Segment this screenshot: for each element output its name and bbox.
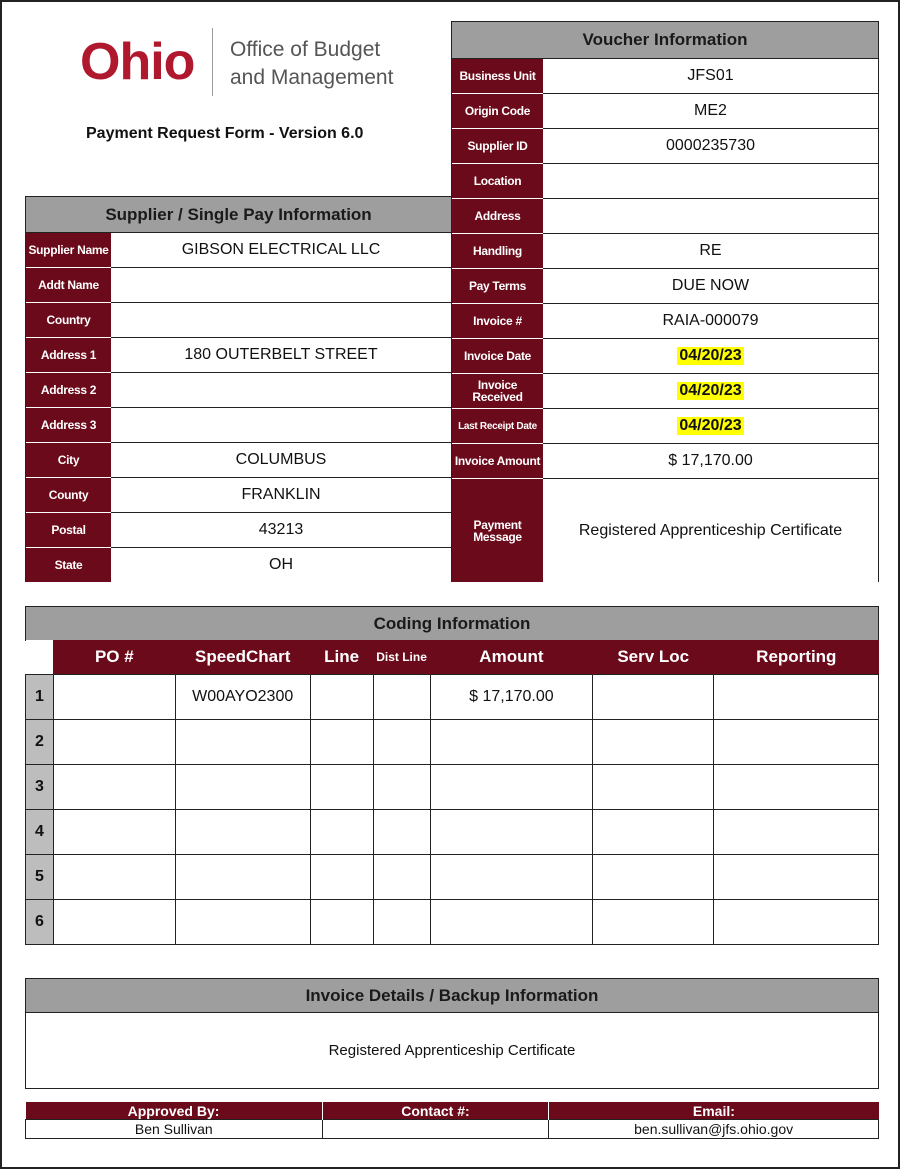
field-invoice-date[interactable] bbox=[543, 339, 879, 374]
voucher-row-payment-message bbox=[452, 479, 879, 582]
field-postal[interactable]: 43213 bbox=[111, 513, 452, 548]
cell-po[interactable] bbox=[53, 675, 175, 720]
agency-name bbox=[230, 36, 393, 92]
col-speedchart: SpeedChart bbox=[175, 640, 310, 675]
supplier-header: Supplier / Single Pay Information bbox=[25, 196, 452, 233]
label-invoice-date: Invoice Date bbox=[452, 339, 543, 374]
cell-line[interactable] bbox=[310, 720, 373, 765]
cell-speedchart[interactable] bbox=[175, 855, 310, 900]
field-business-unit[interactable]: JFS01 bbox=[543, 59, 879, 94]
field-state[interactable]: OH bbox=[111, 548, 452, 582]
field-handling[interactable]: RE bbox=[543, 234, 879, 269]
voucher-row-invoice-date bbox=[452, 339, 879, 374]
cell-po[interactable] bbox=[53, 855, 175, 900]
col-serv-loc: Serv Loc bbox=[593, 640, 714, 675]
label-invoice-amount: Invoice Amount bbox=[452, 444, 543, 479]
col-amount: Amount bbox=[430, 640, 593, 675]
field-address-2[interactable] bbox=[111, 373, 452, 408]
voucher-row-origin-code bbox=[452, 94, 879, 129]
cell-po[interactable] bbox=[53, 720, 175, 765]
label-postal: Postal bbox=[26, 513, 111, 548]
label-handling: Handling bbox=[452, 234, 543, 269]
cell-dist-line[interactable] bbox=[373, 720, 430, 765]
label-business-unit: Business Unit bbox=[452, 59, 543, 94]
field-county[interactable]: FRANKLIN bbox=[111, 478, 452, 513]
row-number: 4 bbox=[26, 810, 54, 855]
row-number: 3 bbox=[26, 765, 54, 810]
field-address[interactable] bbox=[543, 199, 879, 234]
cell-amount[interactable]: $ 17,170.00 bbox=[430, 675, 593, 720]
col-line: Line bbox=[310, 640, 373, 675]
supplier-row-state bbox=[26, 548, 452, 582]
label-city: City bbox=[26, 443, 111, 478]
cell-dist-line[interactable] bbox=[373, 855, 430, 900]
cell-speedchart[interactable]: W00AYO2300 bbox=[175, 675, 310, 720]
label-addt-name: Addt Name bbox=[26, 268, 111, 303]
row-number: 6 bbox=[26, 900, 54, 945]
field-invoice-number[interactable]: RAIA-000079 bbox=[543, 304, 879, 339]
cell-reporting[interactable] bbox=[714, 720, 879, 765]
supplier-row-address-3 bbox=[26, 408, 452, 443]
label-location: Location bbox=[452, 164, 543, 199]
coding-column-headers bbox=[26, 640, 879, 675]
cell-serv-loc[interactable] bbox=[593, 675, 714, 720]
cell-line[interactable] bbox=[310, 855, 373, 900]
approved-by-field[interactable]: Ben Sullivan bbox=[26, 1120, 323, 1139]
row-number: 2 bbox=[26, 720, 54, 765]
label-payment-message: Payment Message bbox=[452, 479, 543, 582]
invoice-details-header: Invoice Details / Backup Information bbox=[25, 978, 879, 1013]
agency-name-line2: and Management bbox=[230, 66, 394, 89]
supplier-row-addt-name bbox=[26, 268, 452, 303]
cell-speedchart[interactable] bbox=[175, 765, 310, 810]
field-origin-code[interactable]: ME2 bbox=[543, 94, 879, 129]
voucher-row-location bbox=[452, 164, 879, 199]
voucher-row-handling bbox=[452, 234, 879, 269]
voucher-row-last-receipt-date bbox=[452, 409, 879, 444]
voucher-row-address bbox=[452, 199, 879, 234]
cell-line[interactable] bbox=[310, 675, 373, 720]
cell-reporting[interactable] bbox=[714, 675, 879, 720]
approval-table bbox=[25, 1102, 879, 1139]
table-row bbox=[26, 855, 879, 900]
ohio-logo: Ohio bbox=[80, 33, 195, 91]
cell-reporting[interactable] bbox=[714, 765, 879, 810]
col-po: PO # bbox=[53, 640, 175, 675]
cell-po[interactable] bbox=[53, 900, 175, 945]
voucher-row-invoice-number bbox=[452, 304, 879, 339]
cell-serv-loc[interactable] bbox=[593, 855, 714, 900]
supplier-row-address-1 bbox=[26, 338, 452, 373]
voucher-rows bbox=[451, 59, 879, 582]
cell-dist-line[interactable] bbox=[373, 900, 430, 945]
cell-amount[interactable] bbox=[430, 720, 593, 765]
last-receipt-date-value: 04/20/23 bbox=[679, 417, 742, 434]
approval-header-row bbox=[26, 1102, 879, 1120]
cell-dist-line[interactable] bbox=[373, 675, 430, 720]
supplier-row-county bbox=[26, 478, 452, 513]
label-invoice-number: Invoice # bbox=[452, 304, 543, 339]
row-number: 5 bbox=[26, 855, 54, 900]
field-invoice-received[interactable] bbox=[543, 374, 879, 409]
label-supplier-name: Supplier Name bbox=[26, 233, 111, 268]
label-last-receipt-date: Last Receipt Date bbox=[452, 409, 543, 444]
contact-field[interactable] bbox=[322, 1120, 549, 1139]
label-county: County bbox=[26, 478, 111, 513]
field-supplier-name[interactable]: GIBSON ELECTRICAL LLC bbox=[111, 233, 452, 268]
voucher-row-business-unit bbox=[452, 59, 879, 94]
cell-po[interactable] bbox=[53, 765, 175, 810]
supplier-row-name bbox=[26, 233, 452, 268]
cell-speedchart[interactable] bbox=[175, 900, 310, 945]
invoice-details-box[interactable] bbox=[25, 1012, 879, 1089]
label-address: Address bbox=[452, 199, 543, 234]
supplier-rows bbox=[25, 233, 452, 582]
cell-reporting[interactable] bbox=[714, 900, 879, 945]
supplier-row-postal bbox=[26, 513, 452, 548]
supplier-row-address-2 bbox=[26, 373, 452, 408]
field-supplier-id[interactable]: 0000235730 bbox=[543, 129, 879, 164]
table-row bbox=[26, 720, 879, 765]
coding-table bbox=[25, 640, 879, 945]
table-row bbox=[26, 900, 879, 945]
table-row bbox=[26, 765, 879, 810]
voucher-row-pay-terms bbox=[452, 269, 879, 304]
cell-amount[interactable] bbox=[430, 765, 593, 810]
field-address-1[interactable]: 180 OUTERBELT STREET bbox=[111, 338, 452, 373]
cell-dist-line[interactable] bbox=[373, 765, 430, 810]
voucher-row-supplier-id bbox=[452, 129, 879, 164]
cell-serv-loc[interactable] bbox=[593, 810, 714, 855]
cell-reporting[interactable] bbox=[714, 855, 879, 900]
invoice-details-text: Registered Apprenticeship Certificate bbox=[328, 1041, 576, 1059]
agency-name-line1: Office of Budget bbox=[230, 38, 381, 61]
field-last-receipt-date[interactable] bbox=[543, 409, 879, 444]
cell-speedchart[interactable] bbox=[175, 720, 310, 765]
supplier-row-country bbox=[26, 303, 452, 338]
cell-amount[interactable] bbox=[430, 900, 593, 945]
invoice-received-value: 04/20/23 bbox=[679, 382, 742, 399]
form-title: Payment Request Form - Version 6.0 bbox=[86, 125, 364, 142]
coding-header: Coding Information bbox=[25, 606, 879, 641]
cell-amount[interactable] bbox=[430, 810, 593, 855]
table-row bbox=[26, 810, 879, 855]
voucher-row-invoice-received bbox=[452, 374, 879, 409]
supplier-section bbox=[25, 196, 452, 582]
cell-speedchart[interactable] bbox=[175, 810, 310, 855]
field-city[interactable]: COLUMBUS bbox=[111, 443, 452, 478]
cell-reporting[interactable] bbox=[714, 810, 879, 855]
cell-line[interactable] bbox=[310, 810, 373, 855]
approval-value-row bbox=[26, 1120, 879, 1139]
cell-serv-loc[interactable] bbox=[593, 900, 714, 945]
label-country: Country bbox=[26, 303, 111, 338]
cell-amount[interactable] bbox=[430, 855, 593, 900]
label-state: State bbox=[26, 548, 111, 582]
field-payment-message[interactable]: Registered Apprenticeship Certificate bbox=[543, 479, 879, 582]
label-invoice-received: Invoice Received bbox=[452, 374, 543, 409]
row-number: 1 bbox=[26, 675, 54, 720]
table-row bbox=[26, 675, 879, 720]
cell-po[interactable] bbox=[53, 810, 175, 855]
field-address-3[interactable] bbox=[111, 408, 452, 443]
field-addt-name[interactable] bbox=[111, 268, 452, 303]
cell-line[interactable] bbox=[310, 900, 373, 945]
cell-dist-line[interactable] bbox=[373, 810, 430, 855]
label-address-3: Address 3 bbox=[26, 408, 111, 443]
invoice-date-value: 04/20/23 bbox=[679, 347, 742, 364]
voucher-section bbox=[451, 21, 879, 582]
supplier-row-city bbox=[26, 443, 452, 478]
label-origin-code: Origin Code bbox=[452, 94, 543, 129]
field-pay-terms[interactable]: DUE NOW bbox=[543, 269, 879, 304]
approved-by-label: Approved By: bbox=[26, 1102, 323, 1120]
voucher-header: Voucher Information bbox=[451, 21, 879, 59]
field-invoice-amount[interactable]: $ 17,170.00 bbox=[543, 444, 879, 479]
logo-divider bbox=[212, 28, 213, 96]
contact-label: Contact #: bbox=[322, 1102, 549, 1120]
col-dist-line: Dist Line bbox=[373, 640, 430, 675]
email-field[interactable]: ben.sullivan@jfs.ohio.gov bbox=[549, 1120, 879, 1139]
label-address-2: Address 2 bbox=[26, 373, 111, 408]
label-address-1: Address 1 bbox=[26, 338, 111, 373]
cell-line[interactable] bbox=[310, 765, 373, 810]
voucher-row-invoice-amount bbox=[452, 444, 879, 479]
cell-serv-loc[interactable] bbox=[593, 765, 714, 810]
row-number-header bbox=[26, 640, 54, 675]
col-reporting: Reporting bbox=[714, 640, 879, 675]
label-pay-terms: Pay Terms bbox=[452, 269, 543, 304]
email-label: Email: bbox=[549, 1102, 879, 1120]
field-location[interactable] bbox=[543, 164, 879, 199]
field-country[interactable] bbox=[111, 303, 452, 338]
cell-serv-loc[interactable] bbox=[593, 720, 714, 765]
label-supplier-id: Supplier ID bbox=[452, 129, 543, 164]
